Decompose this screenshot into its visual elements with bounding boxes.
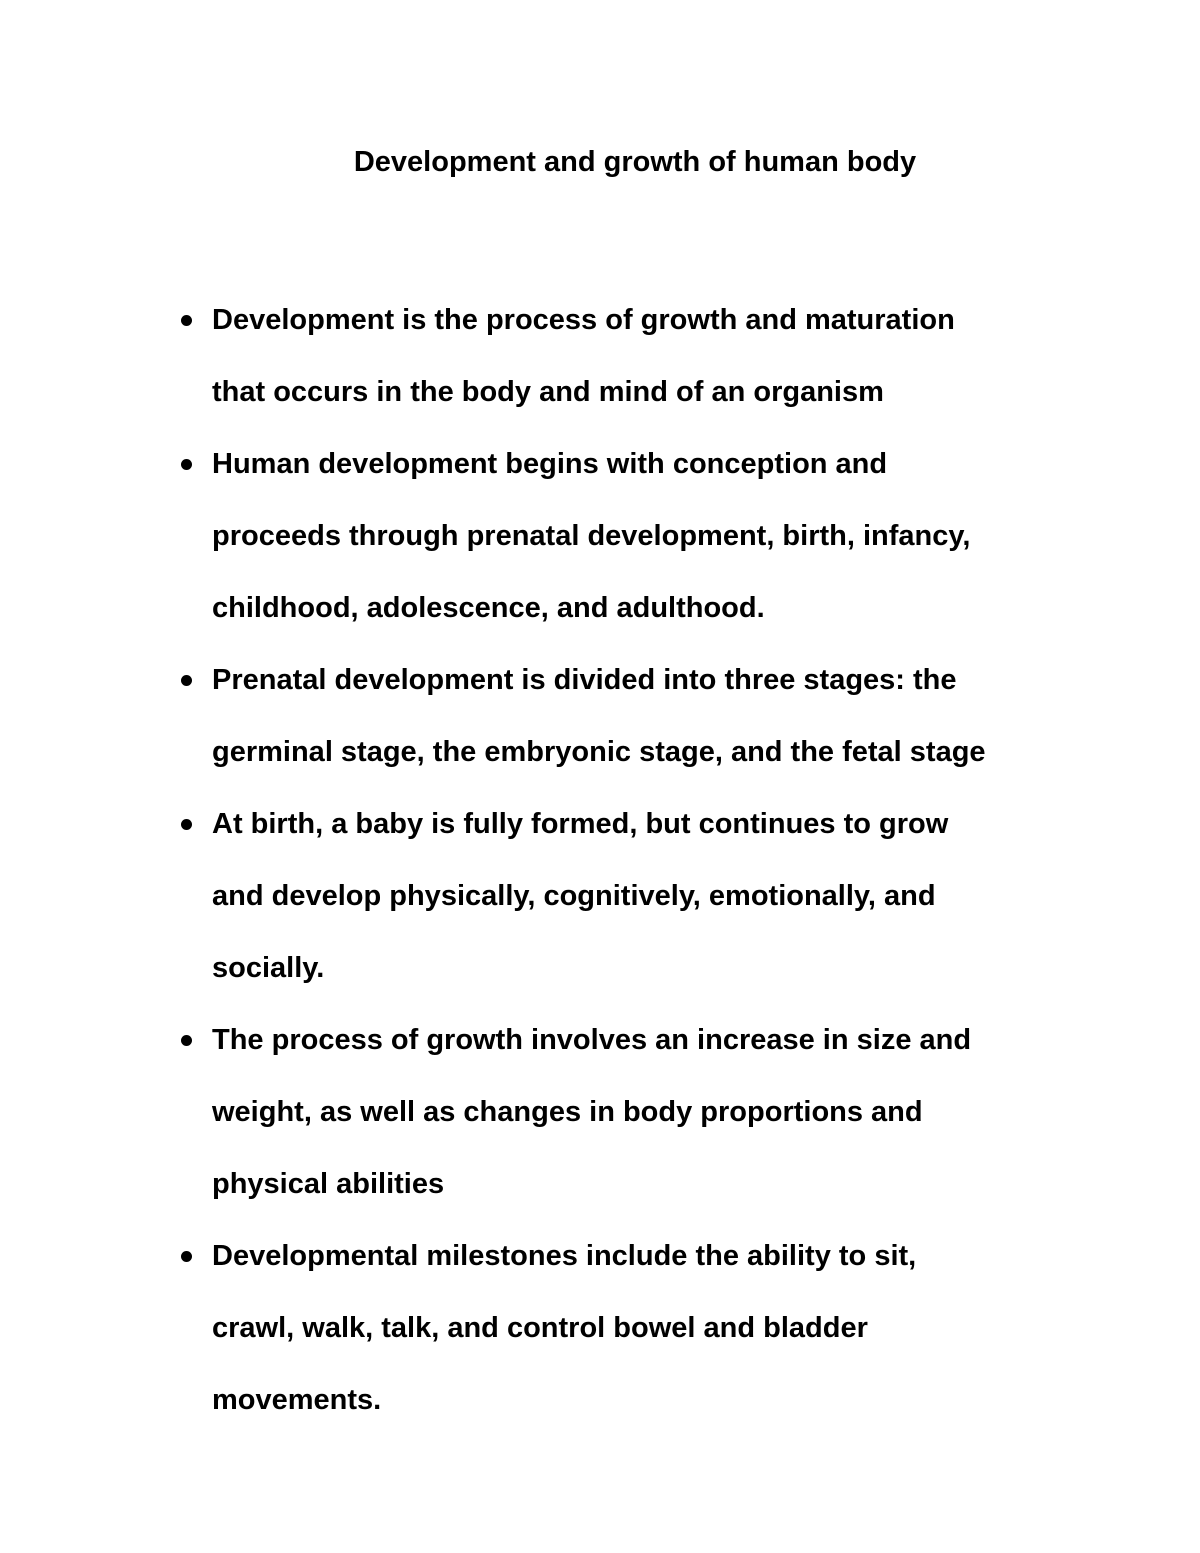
bullet-dot-icon [181,459,192,470]
bullet-list [212,284,1062,1436]
list-item-line: Prenatal development is divided into three stages: the [212,664,957,696]
list-item-line: physical abilities [212,1168,445,1200]
list-item-line: weight, as well as changes in body proportions and [212,1096,923,1128]
list-item [212,644,1062,788]
bullet-dot-icon [181,675,192,686]
list-item-line: At birth, a baby is fully formed, but continues to grow [212,808,949,840]
bullet-dot-icon [181,315,192,326]
list-item [212,284,1062,428]
list-item-line: socially. [212,952,325,984]
list-item [212,1220,1062,1436]
list-item-line: and develop physically, cognitively, emotionally, and [212,880,936,912]
page-title: Development and growth of human body [353,146,917,178]
list-item-line: Development is the process of growth and maturation [212,304,955,336]
list-item-line: childhood, adolescence, and adulthood. [212,592,765,624]
list-item-line: Developmental milestones include the ability to sit, [212,1240,917,1272]
list-item-line: Human development begins with conception and [212,448,888,480]
list-item [212,428,1062,644]
list-item [212,1004,1062,1220]
list-item-line: that occurs in the body and mind of an organism [212,376,884,408]
list-item-line: germinal stage, the embryonic stage, and the fetal stage [212,736,986,768]
list-item-line: movements. [212,1384,382,1416]
bullet-dot-icon [181,1251,192,1262]
list-item-line: crawl, walk, talk, and control bowel and bladder [212,1312,868,1344]
bullet-dot-icon [181,819,192,830]
list-item-line: The process of growth involves an increase in size and [212,1024,972,1056]
bullet-dot-icon [181,1035,192,1046]
list-item-line: proceeds through prenatal development, birth, infancy, [212,520,971,552]
list-item [212,788,1062,1004]
